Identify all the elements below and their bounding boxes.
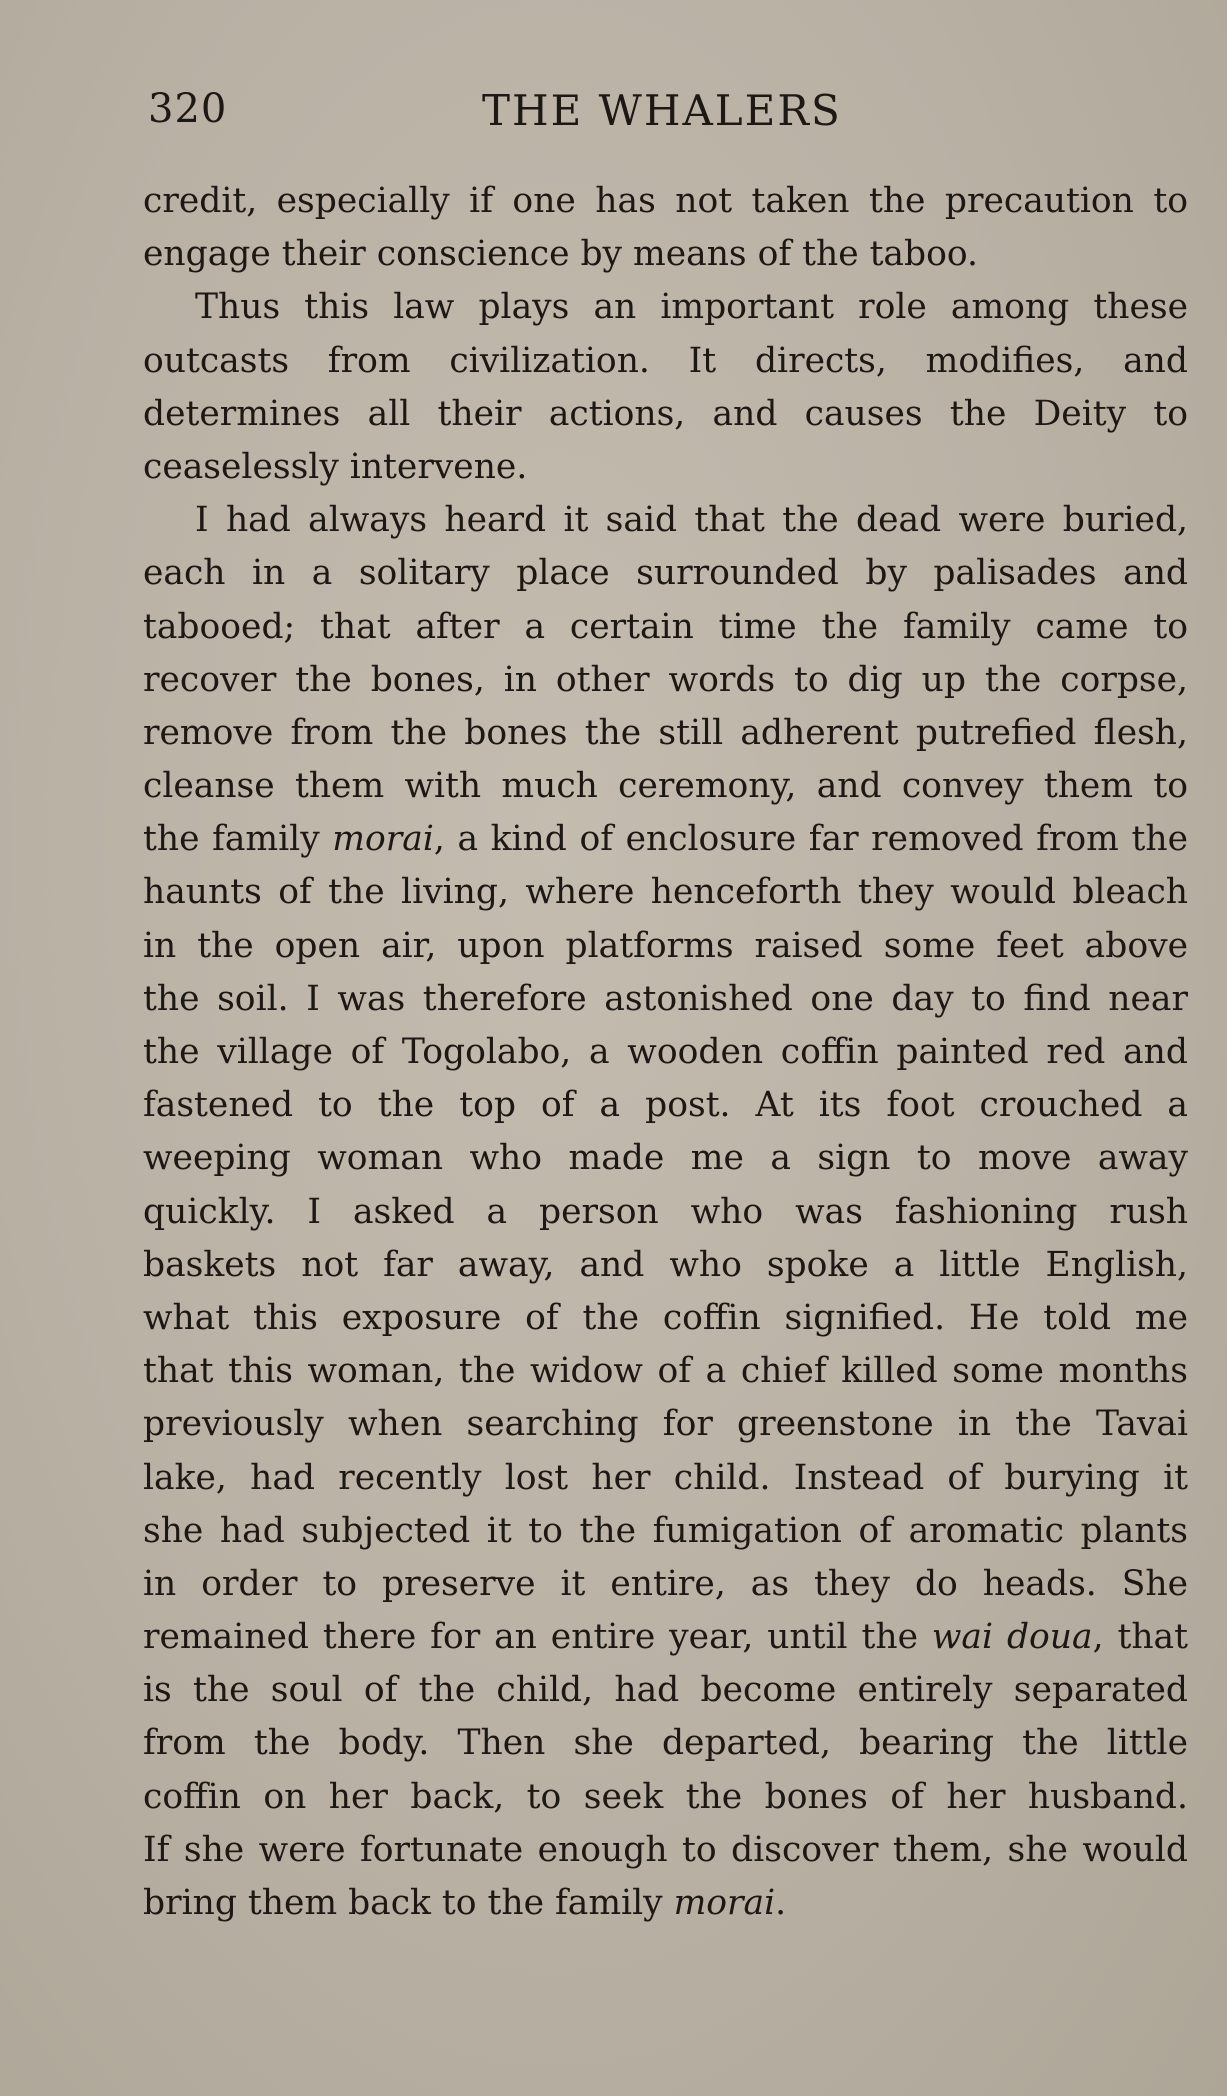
text-line: quickly. I asked a person who was fashioning rush [143, 1191, 1188, 1232]
text-line: each in a solitary place surrounded by palisades and [143, 553, 1188, 594]
text-line: ceaselessly intervene. [143, 446, 528, 487]
text-line: what this exposure of the coffin signified. He told me [143, 1297, 1188, 1338]
italic-term: morai [673, 1883, 776, 1923]
text-line: lake, had recently lost her child. Instead of burying it [143, 1457, 1188, 1498]
text-line: credit, especially if one has not taken the precaution to [143, 181, 1188, 221]
body-text [143, 175, 1188, 1930]
text-line: tabooed; that after a certain time the family came to [143, 606, 1188, 647]
text-line: recover the bones, in other words to dig up the corpse, [143, 659, 1188, 700]
text-line: weeping woman who made me a sign to move away [143, 1138, 1188, 1179]
text-line: coffin on her back, to seek the bones of her husband. [143, 1776, 1188, 1817]
text-line: the family morai, a kind of enclosure far removed from the [143, 819, 1188, 860]
text-line: from the body. Then she departed, bearing the little [143, 1723, 1188, 1764]
text-line: If she were fortunate enough to discover them, she would [143, 1829, 1188, 1870]
text-line: Thus this law plays an important role among these [195, 287, 1188, 328]
text-line: remove from the bones the still adherent putrefied flesh, [143, 712, 1188, 753]
text-line: the village of Togolabo, a wooden coffin painted red and [143, 1032, 1188, 1072]
text-line: I had always heard it said that the dead were buried, [195, 500, 1188, 541]
text-line: that this woman, the widow of a chief killed some months [143, 1351, 1188, 1392]
text-line: in order to preserve it entire, as they do heads. She [143, 1563, 1188, 1604]
text-line: haunts of the living, where henceforth they would bleach [143, 872, 1188, 913]
running-title: THE WHALERS [482, 86, 842, 135]
text-line: determines all their actions, and causes the Deity to [143, 393, 1188, 434]
text-line: bring them back to the family morai. [143, 1883, 787, 1923]
italic-term: wai doua [931, 1617, 1093, 1658]
page-header [148, 86, 1188, 146]
text-line: remained there for an entire year, until the wai doua, that [143, 1617, 1188, 1658]
text-line: previously when searching for greenstone in the Tavai [143, 1404, 1188, 1445]
text-line: she had subjected it to the fumigation of aromatic plants [143, 1510, 1188, 1551]
text-line: outcasts from civilization. It directs, modifies, and [143, 340, 1188, 381]
page-number: 320 [148, 86, 228, 132]
text-line: engage their conscience by means of the taboo. [143, 234, 978, 275]
text-line: fastened to the top of a post. At its foot crouched a [143, 1085, 1188, 1126]
text-line: the soil. I was therefore astonished one day to find near [143, 978, 1188, 1019]
italic-term: morai [332, 819, 434, 860]
text-line: is the soul of the child, had become entirely separated [143, 1670, 1188, 1711]
text-line: in the open air, upon platforms raised some feet above [143, 925, 1188, 966]
text-line: cleanse them with much ceremony, and convey them to [143, 766, 1188, 807]
text-line: baskets not far away, and who spoke a little English, [143, 1244, 1188, 1285]
